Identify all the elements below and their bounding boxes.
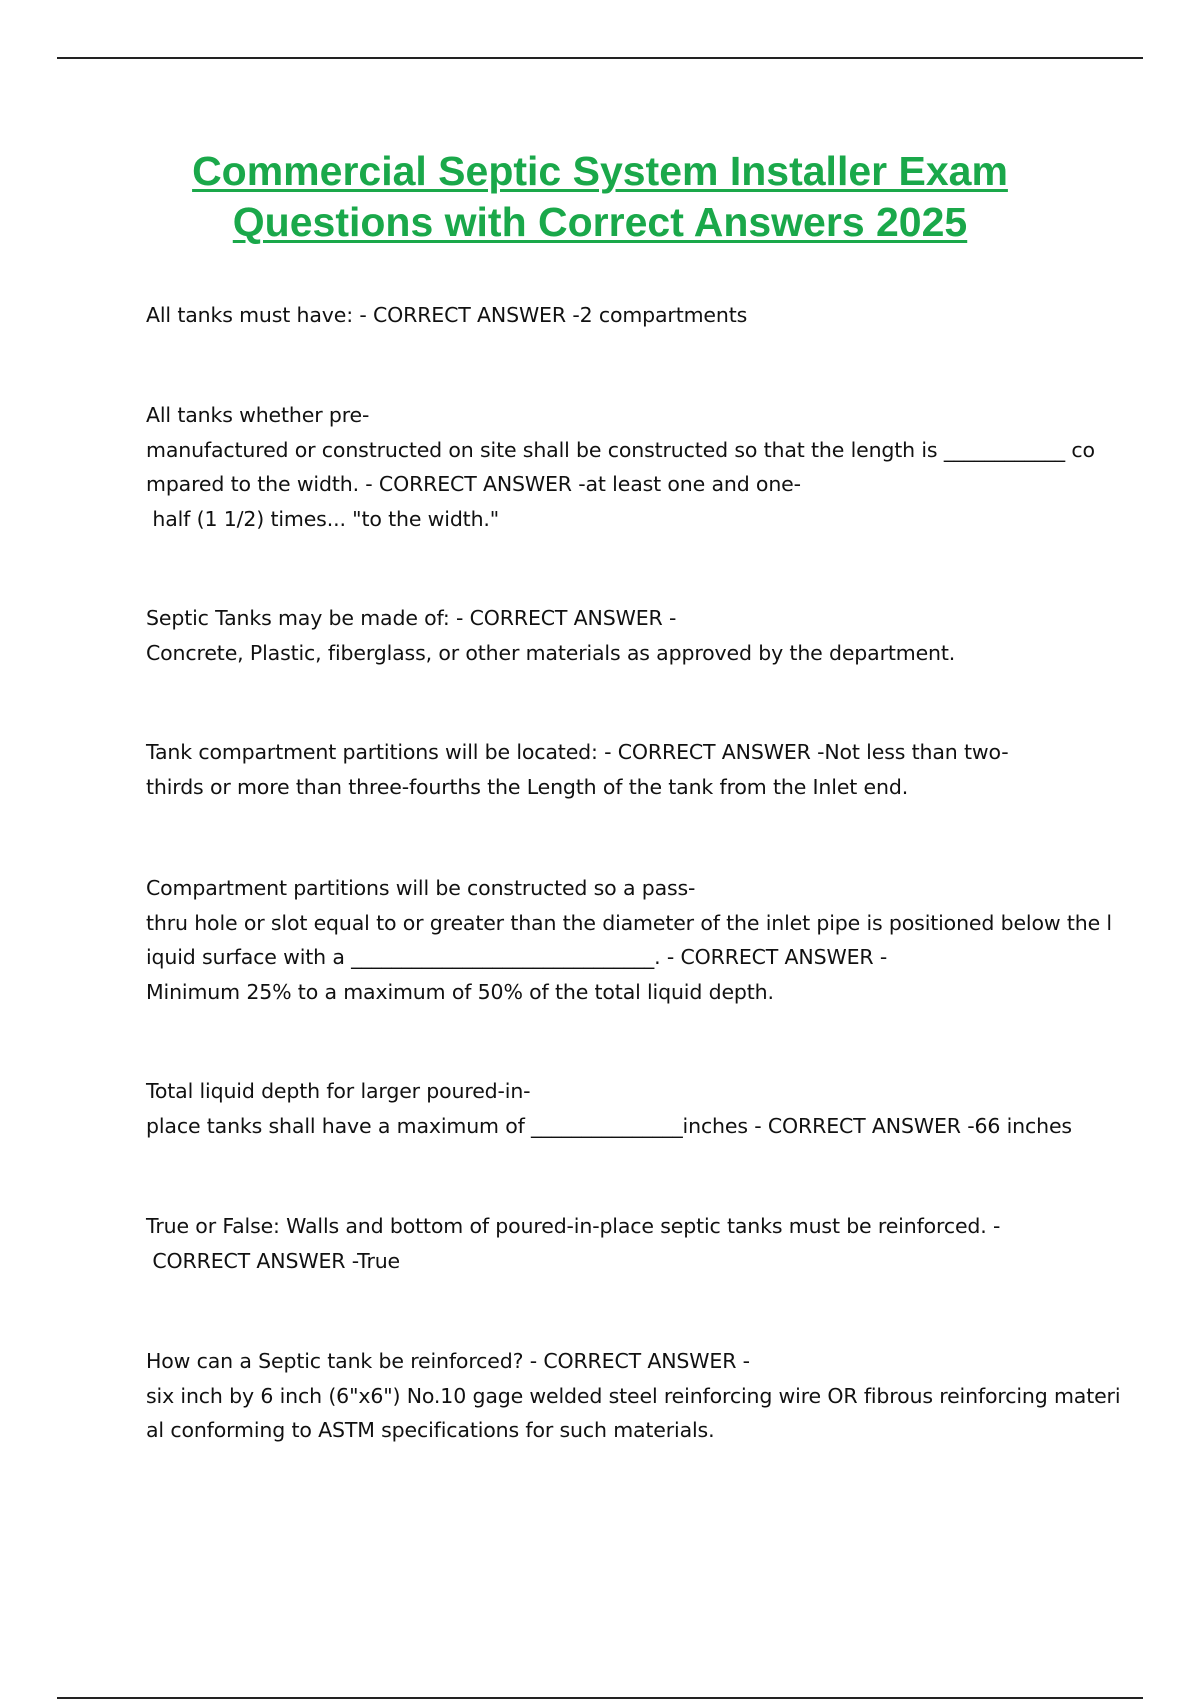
qa-item-4 xyxy=(146,735,1096,804)
title-line-1: Commercial Septic System Installer Exam xyxy=(192,148,1008,194)
qa-line: All tanks must have: - CORRECT ANSWER -2 compartments xyxy=(146,303,748,327)
qa-line: Concrete, Plastic, fiberglass, or other materials as approved by the department. xyxy=(146,640,956,665)
qa-line: mpared to the width. - CORRECT ANSWER -at least one and one- xyxy=(146,472,801,496)
qa-line: Tank compartment partitions will be located: - CORRECT ANSWER -Not less than two- xyxy=(146,740,1009,764)
qa-item-6 xyxy=(146,1074,1096,1143)
top-rule xyxy=(57,57,1143,59)
document-title xyxy=(100,146,1100,248)
qa-line: place tanks shall have a maximum of _______________inches - CORRECT ANSWER -66 inches xyxy=(146,1113,1072,1138)
qa-line: iquid surface with a ______________________________. - CORRECT ANSWER - xyxy=(146,945,888,969)
qa-line: True or False: Walls and bottom of poured-in-place septic tanks must be reinforced. - xyxy=(146,1214,1001,1238)
qa-item-3 xyxy=(146,601,1096,670)
qa-item-8 xyxy=(146,1344,1121,1448)
qa-line: Compartment partitions will be constructed so a pass- xyxy=(146,876,696,900)
qa-line: thru hole or slot equal to or greater than the diameter of the inlet pipe is positioned below the l xyxy=(146,910,1112,935)
qa-line: Total liquid depth for larger poured-in- xyxy=(146,1079,531,1103)
qa-line: How can a Septic tank be reinforced? - CORRECT ANSWER - xyxy=(146,1349,750,1373)
qa-line: six inch by 6 inch (6"x6") No.10 gage welded steel reinforcing wire OR fibrous reinforcing materi xyxy=(146,1383,1121,1408)
qa-item-7 xyxy=(146,1209,1096,1278)
qa-line: manufactured or constructed on site shall be constructed so that the length is ____________ co xyxy=(146,437,1095,462)
title-line-2: Questions with Correct Answers 2025 xyxy=(232,199,968,245)
qa-item-2 xyxy=(146,398,1096,536)
qa-line: Septic Tanks may be made of: - CORRECT ANSWER - xyxy=(146,606,677,630)
qa-line: Minimum 25% to a maximum of 50% of the total liquid depth. xyxy=(146,979,774,1004)
qa-line: half (1 1/2) times... "to the width." xyxy=(146,506,500,531)
qa-line: CORRECT ANSWER -True xyxy=(146,1248,401,1273)
qa-line: thirds or more than three-fourths the Length of the tank from the Inlet end. xyxy=(146,774,909,799)
qa-line: al conforming to ASTM specifications for such materials. xyxy=(146,1418,715,1442)
bottom-rule xyxy=(57,1697,1143,1699)
qa-item-1 xyxy=(146,298,1096,333)
qa-item-5 xyxy=(146,871,1112,1009)
qa-line: All tanks whether pre- xyxy=(146,403,370,427)
